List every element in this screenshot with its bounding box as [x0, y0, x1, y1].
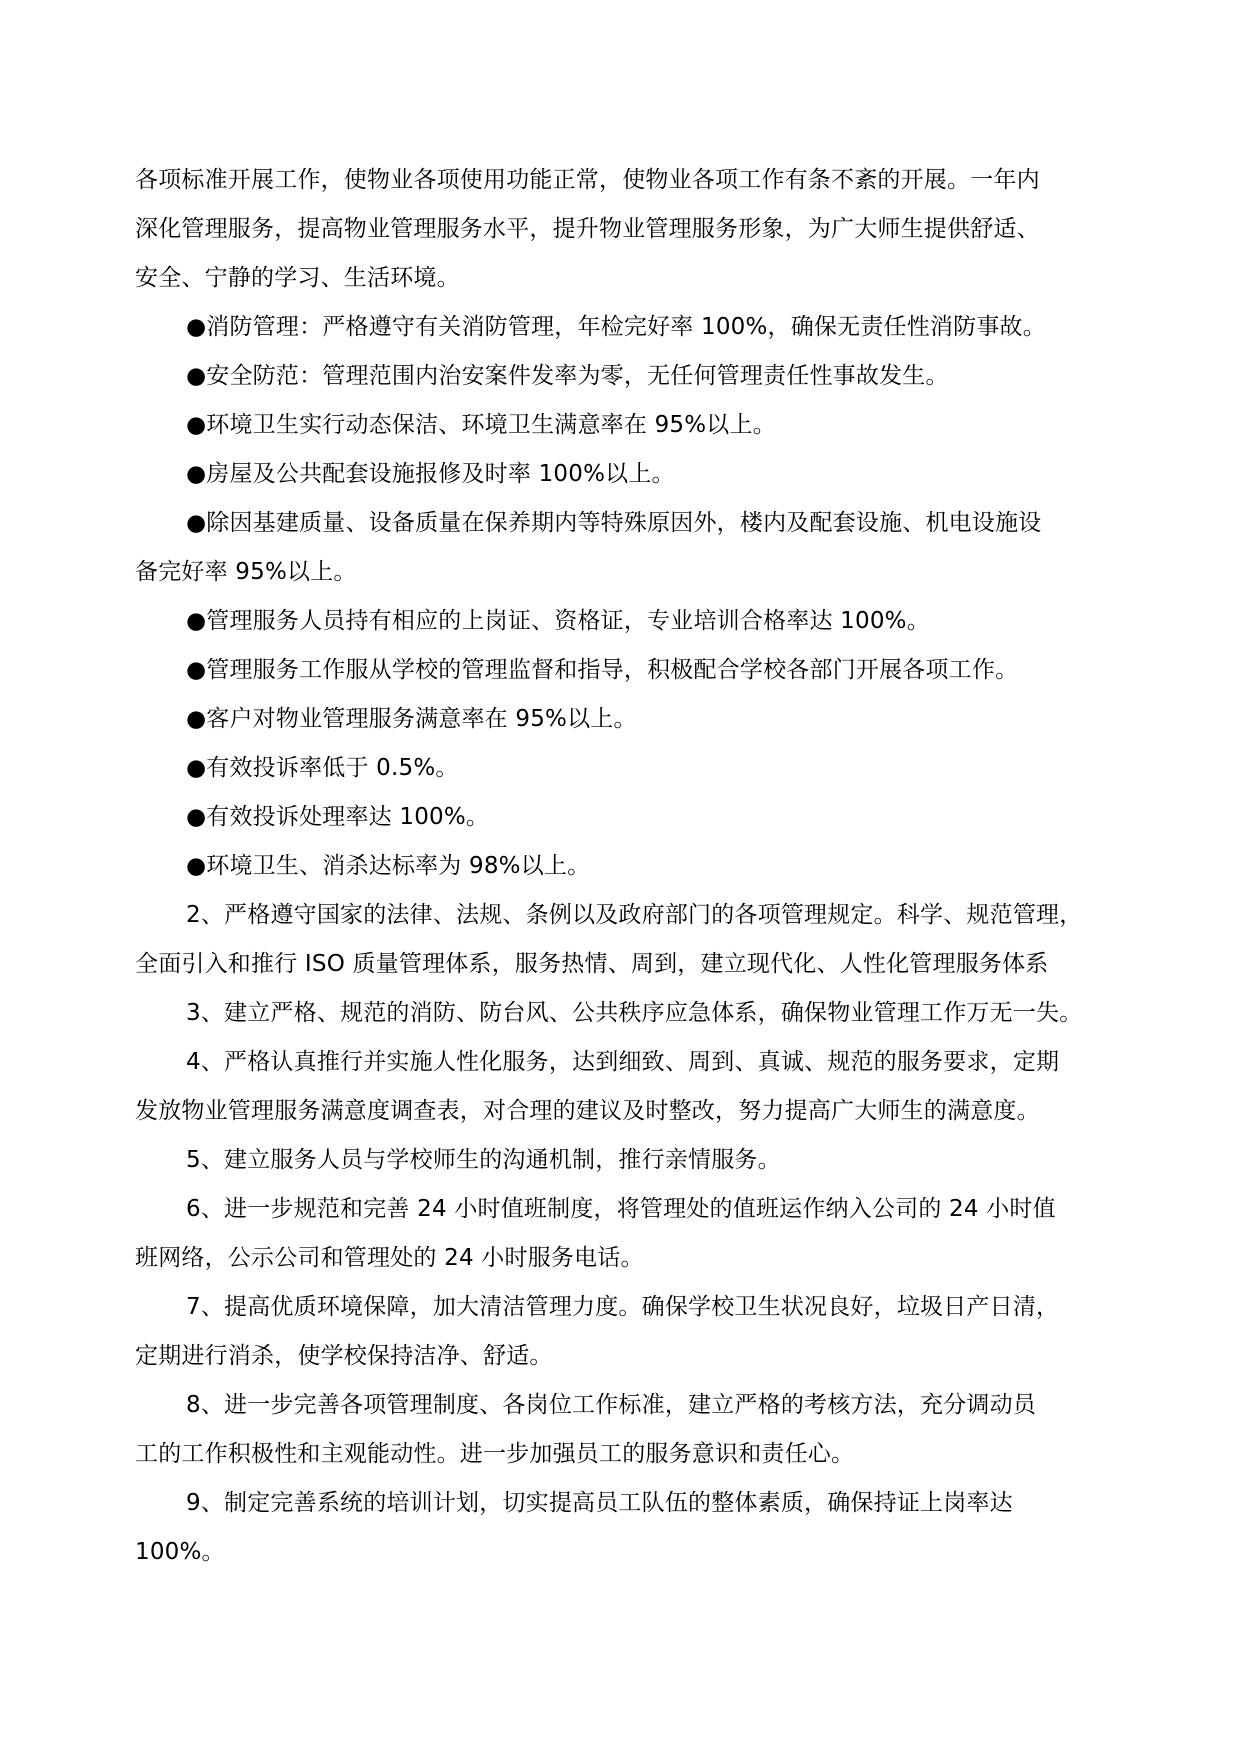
text-line: 定期进行消杀，使学校保持洁净、舒适。 — [135, 1343, 553, 1369]
text-line: 5、建立服务人员与学校师生的沟通机制，推行亲情服务。 — [186, 1147, 781, 1173]
text-line: 发放物业管理服务满意度调查表，对合理的建议及时整改，努力提高广大师生的满意度。 — [135, 1098, 1040, 1124]
text-line: 安全、宁静的学习、生活环境。 — [135, 265, 460, 291]
text-line: 全面引入和推行 ISO 质量管理体系，服务热情、周到，建立现代化、人性化管理服务体系 — [135, 951, 1049, 977]
text-line: ●除因基建质量、设备质量在保养期内等特殊原因外，楼内及配套设施、机电设施设 — [186, 510, 1042, 536]
text-line: ●房屋及公共配套设施报修及时率 100%以上。 — [186, 461, 675, 487]
text-line: ●有效投诉处理率达 100%。 — [186, 804, 490, 830]
text-line: 深化管理服务，提高物业管理服务水平，提升物业管理服务形象，为广大师生提供舒适、 — [135, 216, 1040, 242]
text-line: 6、进一步规范和完善 24 小时值班制度，将管理处的值班运作纳入公司的 24 小时值 — [186, 1196, 1056, 1222]
text-line: 工的工作积极性和主观能动性。进一步加强员工的服务意识和责任心。 — [135, 1441, 855, 1467]
text-line: 备完好率 95%以上。 — [135, 559, 357, 585]
text-line: 3、建立严格、规范的消防、防台风、公共秩序应急体系，确保物业管理工作万无一失。 — [186, 1000, 1083, 1026]
text-line: ●环境卫生实行动态保洁、环境卫生满意率在 95%以上。 — [186, 412, 776, 438]
text-line: ●客户对物业管理服务满意率在 95%以上。 — [186, 706, 637, 732]
text-line: ●环境卫生、消杀达标率为 98%以上。 — [186, 853, 591, 879]
text-line: 7、提高优质环境保障，加大清洁管理力度。确保学校卫生状况良好，垃圾日产日清， — [186, 1294, 1060, 1320]
text-line: 2、严格遵守国家的法律、法规、条例以及政府部门的各项管理规定。科学、规范管理， — [186, 902, 1083, 928]
text-line: 各项标准开展工作，使物业各项使用功能正常，使物业各项工作有条不紊的开展。一年内 — [135, 167, 1040, 193]
text-line: ●消防管理：严格遵守有关消防管理，年检完好率 100%，确保无责任性消防事故。 — [186, 314, 1046, 340]
text-line: ●安全防范：管理范围内治安案件发率为零，无任何管理责任性事故发生。 — [186, 363, 949, 389]
text-line: 100%。 — [135, 1539, 225, 1565]
text-line: ●管理服务人员持有相应的上岗证、资格证，专业培训合格率达 100%。 — [186, 608, 930, 634]
text-line: 8、进一步完善各项管理制度、各岗位工作标准，建立严格的考核方法，充分调动员 — [186, 1392, 1037, 1418]
text-line: 9、制定完善系统的培训计划，切实提高员工队伍的整体素质，确保持证上岗率达 — [186, 1490, 1013, 1516]
text-line: 4、严格认真推行并实施人性化服务，达到细致、周到、真诚、规范的服务要求，定期 — [186, 1049, 1060, 1075]
text-line: ●管理服务工作服从学校的管理监督和指导，积极配合学校各部门开展各项工作。 — [186, 657, 1019, 683]
document-body — [135, 156, 1120, 1577]
text-line: ●有效投诉率低于 0.5%。 — [186, 755, 459, 781]
text-line: 班网络，公示公司和管理处的 24 小时服务电话。 — [135, 1245, 644, 1271]
